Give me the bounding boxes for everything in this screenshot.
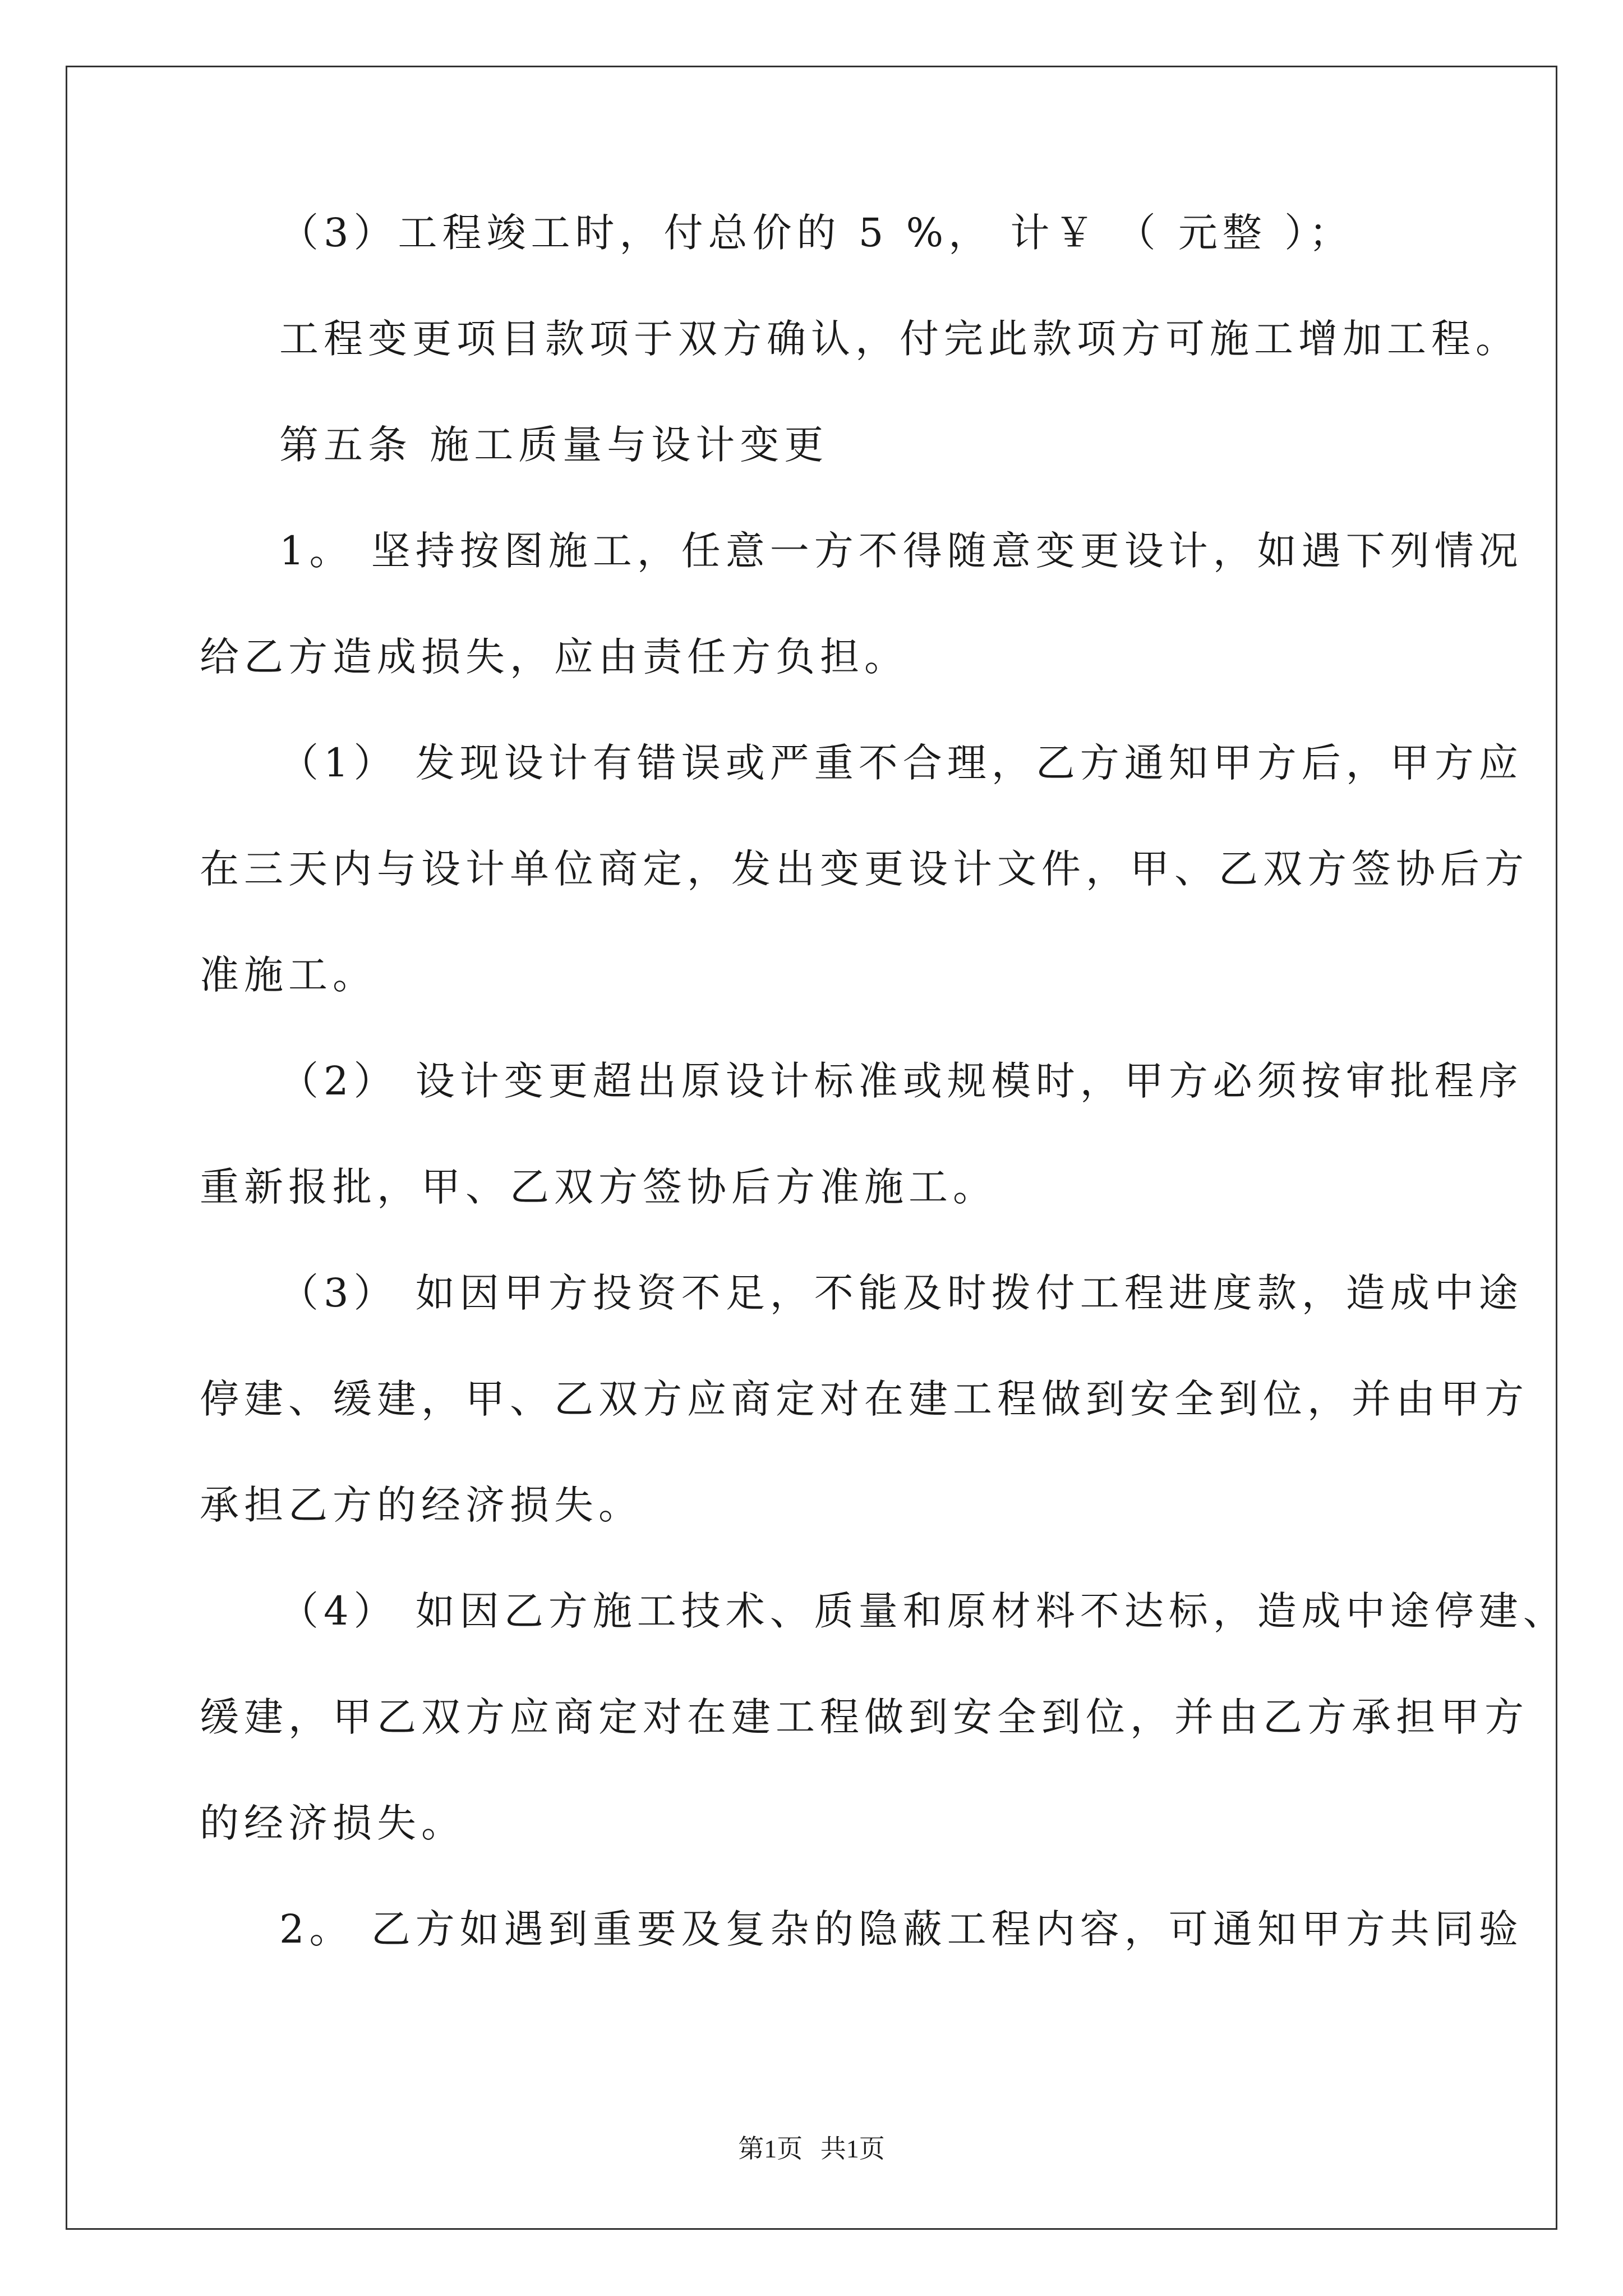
text-line: （1） 发现设计有错误或严重不合理，乙方通知甲方后，甲方应 <box>279 740 1523 786</box>
text-line: （3）工程竣工时，付总价的 5 %， 计￥ （ 元整 ）； <box>279 210 1354 256</box>
text-line: 给乙方造成损失，应由责任方负担。 <box>200 634 909 680</box>
text-line: 停建、缓建，甲、乙双方应商定对在建工程做到安全到位，并由甲方 <box>200 1376 1529 1422</box>
text-line: 承担乙方的经济损失。 <box>200 1482 643 1528</box>
page-total: 共1页 <box>820 2134 885 2163</box>
page-number: 第1页 <box>738 2134 803 2163</box>
text-line: 准施工。 <box>200 952 377 998</box>
text-line: 2。 乙方如遇到重要及复杂的隐蔽工程内容，可通知甲方共同验 <box>279 1906 1523 1952</box>
text-line: （4） 如因乙方施工技术、质量和原材料不达标，造成中途停建、 <box>279 1588 1567 1634</box>
section-heading: 第五条 施工质量与设计变更 <box>279 422 829 468</box>
text-line: 在三天内与设计单位商定，发出变更设计文件，甲、乙双方签协后方 <box>200 846 1529 892</box>
page-border <box>66 66 1557 2230</box>
text-line: 工程变更项目款项于双方确认，付完此款项方可施工增加工程。 <box>279 316 1520 362</box>
text-line: 重新报批，甲、乙双方签协后方准施工。 <box>200 1164 997 1210</box>
text-line: 1。 坚持按图施工，任意一方不得随意变更设计，如遇下列情况 <box>279 528 1523 574</box>
text-line: 的经济损失。 <box>200 1800 465 1846</box>
text-line: 缓建，甲乙双方应商定对在建工程做到安全到位，并由乙方承担甲方 <box>200 1694 1529 1740</box>
text-line: （2） 设计变更超出原设计标准或规模时，甲方必须按审批程序 <box>279 1058 1523 1104</box>
text-line: （3） 如因甲方投资不足，不能及时拨付工程进度款，造成中途 <box>279 1270 1523 1316</box>
page-footer <box>0 2128 1623 2165</box>
